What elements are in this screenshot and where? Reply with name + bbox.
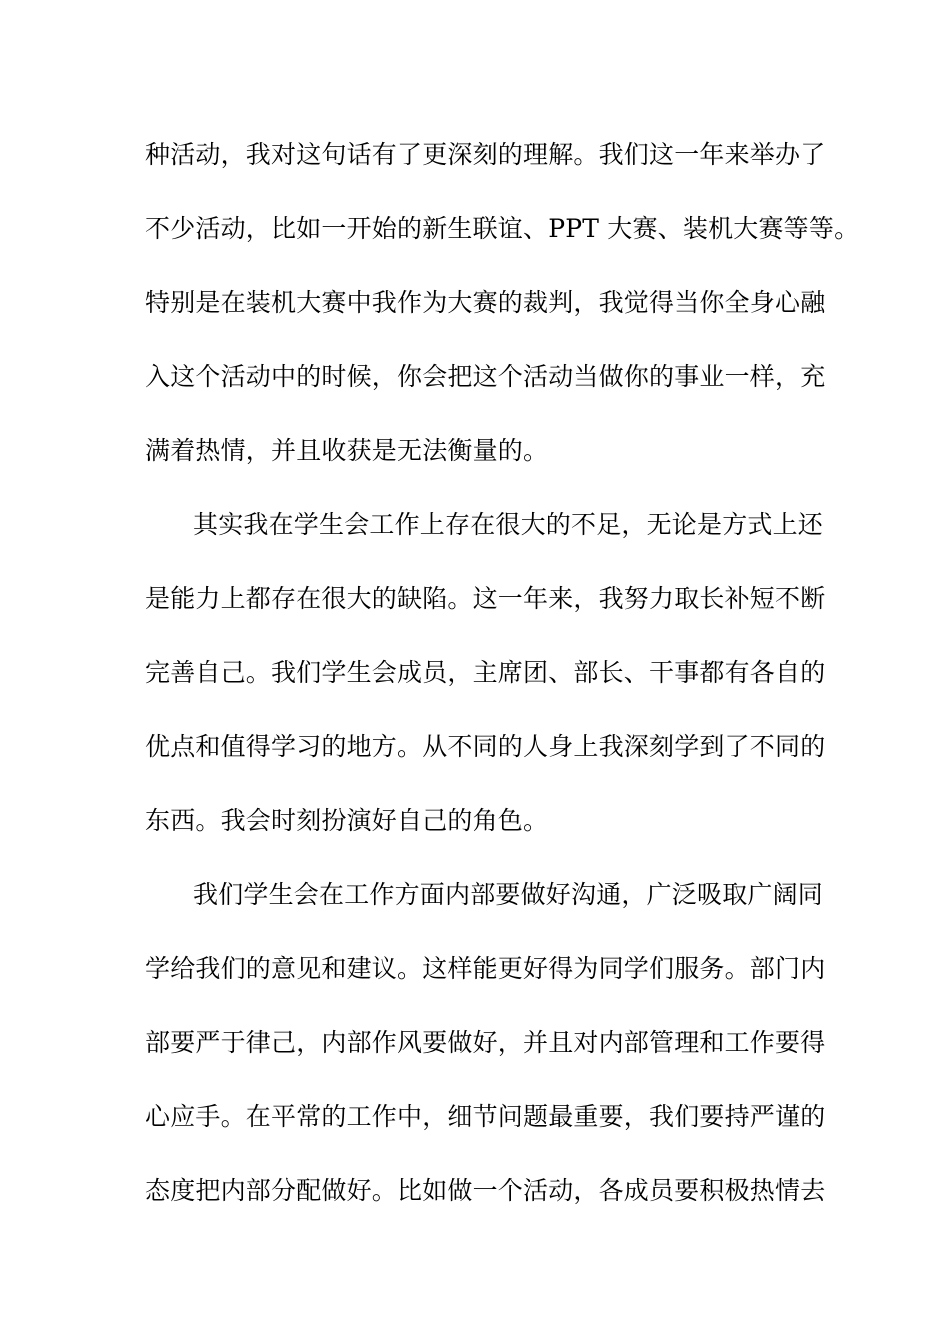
text-line: 不少活动，比如一开始的新生联谊、PPT 大赛、装机大赛等等。 bbox=[145, 214, 860, 243]
text-line: 是能力上都存在很大的缺陷。这一年来，我努力取长补短不断 bbox=[145, 584, 826, 613]
text-line: 入这个活动中的时候，你会把这个活动当做你的事业一样，充 bbox=[145, 362, 826, 391]
text-line: 学给我们的意见和建议。这样能更好得为同学们服务。部门内 bbox=[145, 954, 826, 983]
text-line: 态度把内部分配做好。比如做一个活动，各成员要积极热情去 bbox=[145, 1176, 826, 1205]
text-line: 种活动，我对这句话有了更深刻的理解。我们这一年来举办了 bbox=[145, 140, 826, 169]
paragraph-first-line: 其实我在学生会工作上存在很大的不足，无论是方式上还 bbox=[193, 510, 824, 539]
text-line: 满着热情，并且收获是无法衡量的。 bbox=[145, 436, 549, 465]
text-line: 部要严于律己，内部作风要做好，并且对内部管理和工作要得 bbox=[145, 1028, 826, 1057]
text-line: 优点和值得学习的地方。从不同的人身上我深刻学到了不同的 bbox=[145, 732, 826, 761]
text-line: 东西。我会时刻扮演好自己的角色。 bbox=[145, 806, 549, 835]
paragraph-first-line: 我们学生会在工作方面内部要做好沟通，广泛吸取广阔同 bbox=[193, 880, 824, 909]
text-line: 特别是在装机大赛中我作为大赛的裁判，我觉得当你全身心融 bbox=[145, 288, 826, 317]
text-line: 完善自己。我们学生会成员，主席团、部长、干事都有各自的 bbox=[145, 658, 826, 687]
text-line: 心应手。在平常的工作中，细节问题最重要，我们要持严谨的 bbox=[145, 1102, 826, 1131]
